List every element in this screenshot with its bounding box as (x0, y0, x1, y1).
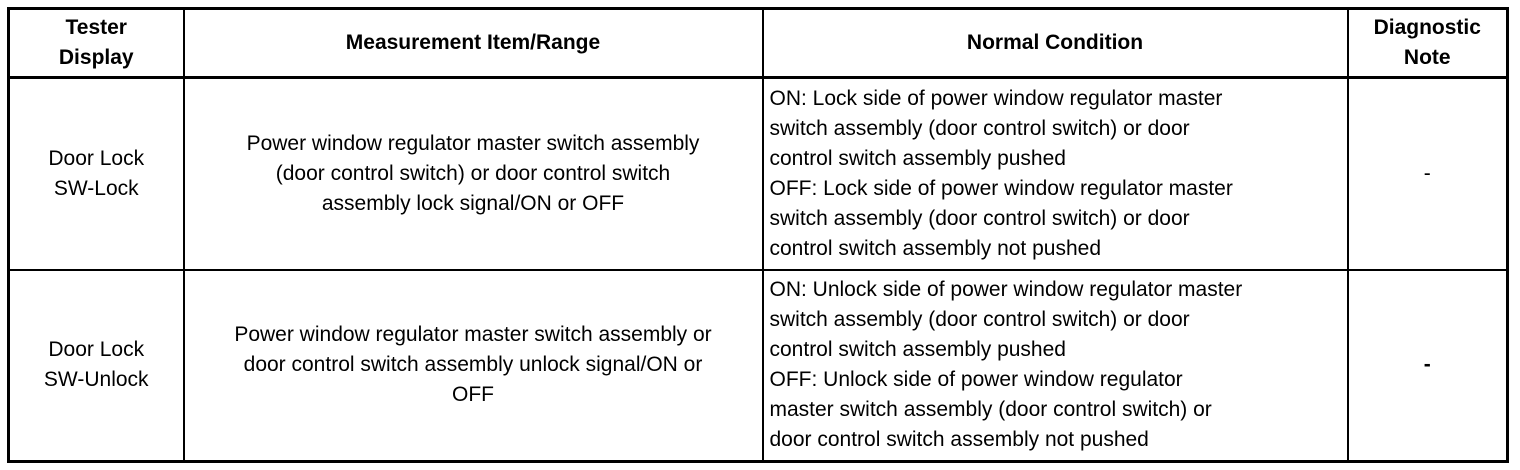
normal-condition-cell: ON: Lock side of power window regulator master switch assembly (door control switch) or door control switch assembly pushed OFF: Lock side of power window regulator master switch assembly (door control switch) or door control switch assembly not pushed (763, 78, 1348, 270)
data-list-table (7, 7, 1509, 463)
diagnostic-note-cell: - (1348, 78, 1508, 270)
header-row (9, 9, 1508, 78)
tester-display-cell: Door Lock SW-Unlock (9, 270, 184, 462)
measurement-cell: Power window regulator master switch assembly (door control switch) or door control switch assembly lock signal/ON or OFF (184, 78, 763, 270)
header-diagnostic-note: Diagnostic Note (1348, 9, 1508, 78)
diagnostic-note-cell: - (1348, 270, 1508, 462)
table-row (9, 78, 1508, 270)
header-measurement-item: Measurement Item/Range (184, 9, 763, 78)
tester-display-cell: Door Lock SW-Lock (9, 78, 184, 270)
header-tester-display: Tester Display (9, 9, 184, 78)
table-row (9, 270, 1508, 462)
normal-condition-cell: ON: Unlock side of power window regulator master switch assembly (door control switch) or door control switch assembly pushed OFF: Unlock side of power window regulator master switch assembly (door control switch) or door control switch assembly not pushed (763, 270, 1348, 462)
measurement-cell: Power window regulator master switch assembly or door control switch assembly unlock signal/ON or OFF (184, 270, 763, 462)
header-normal-condition: Normal Condition (763, 9, 1348, 78)
